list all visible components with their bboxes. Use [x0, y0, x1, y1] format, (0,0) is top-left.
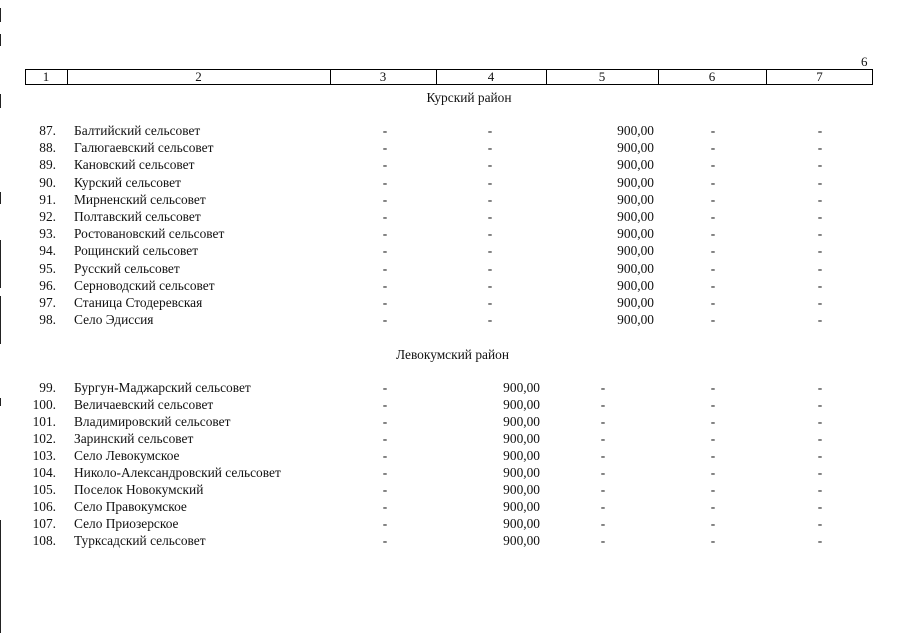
- col-4-value: -: [487, 191, 493, 207]
- settlement-name: Село Правокумское: [74, 499, 187, 514]
- col-7-value: -: [817, 295, 823, 310]
- col-3-value: -: [382, 226, 388, 242]
- row-number: 92.: [39, 209, 56, 224]
- page-number: 6: [861, 54, 868, 69]
- row-number: 103.: [32, 448, 56, 463]
- row-number: 91.: [39, 191, 56, 207]
- col-6-value: -: [710, 533, 716, 548]
- col-4-value: 900,00: [503, 499, 540, 514]
- table-row: [0, 140, 905, 157]
- col-5-value: 900,00: [617, 174, 654, 190]
- col-7-value: -: [817, 499, 823, 514]
- settlement-name: Николо-Александровский сельсовет: [74, 465, 281, 480]
- table-row: [0, 243, 905, 260]
- col-3-value: -: [382, 414, 388, 429]
- col-7-value: -: [817, 243, 823, 259]
- settlement-name: Величаевский сельсовет: [74, 397, 214, 412]
- col-3-value: -: [382, 157, 388, 173]
- col-7-value: -: [817, 174, 823, 190]
- settlement-name: Кановский сельсовет: [74, 157, 195, 173]
- col-3-value: -: [382, 312, 388, 328]
- col-4-value: 900,00: [503, 414, 540, 429]
- table-row: [0, 312, 905, 329]
- settlement-name: Поселок Новокумский: [74, 482, 204, 497]
- col-3-value: -: [382, 499, 388, 514]
- col-5-value: -: [600, 397, 606, 412]
- table-row: [0, 261, 905, 278]
- table-row: [0, 448, 905, 465]
- row-number: 102.: [32, 431, 56, 446]
- row-number: 108.: [32, 533, 56, 548]
- table-row: [0, 278, 905, 295]
- table-row: [0, 516, 905, 533]
- col-4-value: -: [487, 277, 493, 293]
- col-7-value: -: [817, 414, 823, 429]
- settlement-name: Курский сельсовет: [74, 174, 181, 190]
- table-row: [0, 482, 905, 499]
- section-title: Курский район: [426, 90, 512, 105]
- col-5-value: 900,00: [617, 277, 654, 293]
- col-6-value: -: [710, 431, 716, 446]
- col-7-value: -: [817, 448, 823, 463]
- col-4-value: 900,00: [503, 380, 540, 395]
- table-row: [0, 209, 905, 226]
- row-number: 105.: [32, 482, 56, 497]
- settlement-name: Турксадский сельсовет: [74, 533, 206, 548]
- col-6-value: -: [710, 191, 716, 207]
- col-7-value: -: [817, 397, 823, 412]
- table-row: [0, 397, 905, 414]
- col-7-value: -: [817, 431, 823, 446]
- col-6-value: -: [710, 482, 716, 497]
- header-col-7: 7: [816, 69, 823, 84]
- col-7-value: -: [817, 465, 823, 480]
- col-3-value: -: [382, 191, 388, 207]
- table-row: [0, 192, 905, 209]
- col-4-value: -: [487, 243, 493, 259]
- row-number: 89.: [39, 157, 56, 173]
- settlement-name: Станица Стодеревская: [74, 295, 203, 310]
- col-5-value: 900,00: [617, 157, 654, 173]
- col-3-value: -: [382, 465, 388, 480]
- col-4-value: -: [487, 174, 493, 190]
- col-5-value: 900,00: [617, 295, 654, 310]
- settlement-name: Балтийский сельсовет: [74, 123, 201, 138]
- row-number: 107.: [32, 516, 56, 531]
- col-6-value: -: [710, 380, 716, 395]
- table-row: [0, 175, 905, 192]
- col-6-value: -: [710, 448, 716, 463]
- col-4-value: -: [487, 209, 493, 224]
- header-col-1: 1: [42, 69, 50, 84]
- row-number: 88.: [39, 140, 56, 156]
- col-4-value: -: [487, 312, 493, 328]
- header-col-4: 4: [487, 69, 495, 84]
- col-7-value: -: [817, 140, 823, 156]
- table-row: [0, 533, 905, 550]
- row-number: 99.: [39, 380, 56, 395]
- col-6-value: -: [710, 226, 716, 242]
- col-5-value: 900,00: [617, 209, 654, 224]
- table-row: [0, 465, 905, 482]
- col-4-value: -: [487, 123, 493, 138]
- col-6-value: -: [710, 243, 716, 259]
- col-3-value: -: [382, 397, 388, 412]
- settlement-name: Бургун-Маджарский сельсовет: [74, 380, 251, 395]
- col-3-value: -: [382, 295, 388, 310]
- col-7-value: -: [817, 260, 823, 276]
- col-6-value: -: [710, 277, 716, 293]
- table-row: [0, 295, 905, 312]
- col-6-value: -: [710, 140, 716, 156]
- header-col-5: 5: [598, 69, 606, 84]
- settlement-name: Село Эдиссия: [74, 312, 154, 328]
- col-6-value: -: [710, 465, 716, 480]
- row-number: 96.: [39, 277, 56, 293]
- col-3-value: -: [382, 123, 388, 138]
- col-4-value: 900,00: [503, 465, 540, 480]
- settlement-name: Рощинский сельсовет: [74, 243, 199, 259]
- col-3-value: -: [382, 448, 388, 463]
- settlement-name: Владимировский сельсовет: [74, 414, 231, 429]
- row-number: 87.: [39, 123, 56, 138]
- col-7-value: -: [817, 277, 823, 293]
- col-6-value: -: [710, 414, 716, 429]
- col-6-value: -: [710, 499, 716, 514]
- col-6-value: -: [710, 260, 716, 276]
- col-4-value: -: [487, 260, 493, 276]
- header-col-2: 2: [195, 69, 202, 84]
- col-6-value: -: [710, 295, 716, 310]
- header-col-6: 6: [708, 69, 716, 84]
- header-col-3: 3: [379, 69, 387, 84]
- row-number: 106.: [32, 499, 56, 514]
- col-5-value: -: [600, 431, 606, 446]
- col-4-value: 900,00: [503, 516, 540, 531]
- col-5-value: -: [600, 499, 606, 514]
- column-header-row: [25, 69, 873, 85]
- col-5-value: -: [600, 414, 606, 429]
- table-row: [0, 414, 905, 431]
- settlement-name: Село Приозерское: [74, 516, 179, 531]
- table-row: [0, 499, 905, 516]
- col-5-value: 900,00: [617, 243, 654, 259]
- col-7-value: -: [817, 123, 823, 138]
- row-number: 104.: [32, 465, 56, 480]
- col-7-value: -: [817, 380, 823, 395]
- col-7-value: -: [817, 209, 823, 224]
- table-row: [0, 431, 905, 448]
- settlement-name: Заринский сельсовет: [74, 431, 194, 446]
- settlement-name: Село Левокумское: [74, 448, 180, 463]
- col-5-value: 900,00: [617, 191, 654, 207]
- settlement-name: Мирненский сельсовет: [74, 191, 206, 207]
- row-number: 90.: [39, 174, 56, 190]
- col-3-value: -: [382, 209, 388, 224]
- col-4-value: -: [487, 140, 493, 156]
- col-7-value: -: [817, 482, 823, 497]
- scan-margin-mark: [0, 34, 1, 46]
- col-4-value: 900,00: [503, 482, 540, 497]
- col-3-value: -: [382, 516, 388, 531]
- row-number: 98.: [39, 312, 56, 328]
- row-number: 101.: [32, 414, 56, 429]
- settlement-name: Серноводский сельсовет: [74, 277, 215, 293]
- col-6-value: -: [710, 157, 716, 173]
- col-4-value: -: [487, 226, 493, 242]
- col-5-value: -: [600, 448, 606, 463]
- settlement-name: Русский сельсовет: [74, 260, 180, 276]
- table-row: [0, 123, 905, 140]
- col-5-value: -: [600, 465, 606, 480]
- col-6-value: -: [710, 516, 716, 531]
- col-4-value: 900,00: [503, 533, 540, 548]
- col-3-value: -: [382, 174, 388, 190]
- row-number: 97.: [39, 295, 56, 310]
- row-number: 93.: [39, 226, 56, 242]
- col-3-value: -: [382, 380, 388, 395]
- col-4-value: -: [487, 157, 493, 173]
- col-3-value: -: [382, 431, 388, 446]
- col-3-value: -: [382, 482, 388, 497]
- col-4-value: 900,00: [503, 448, 540, 463]
- col-6-value: -: [710, 123, 716, 138]
- col-4-value: 900,00: [503, 431, 540, 446]
- col-7-value: -: [817, 191, 823, 207]
- row-number: 94.: [39, 243, 56, 259]
- col-7-value: -: [817, 516, 823, 531]
- col-5-value: 900,00: [617, 312, 654, 328]
- col-7-value: -: [817, 226, 823, 242]
- table-row: [0, 380, 905, 397]
- col-4-value: 900,00: [503, 397, 540, 412]
- col-5-value: 900,00: [617, 123, 654, 138]
- col-3-value: -: [382, 243, 388, 259]
- section-title: Левокумский район: [396, 347, 509, 362]
- col-5-value: -: [600, 533, 606, 548]
- col-5-value: 900,00: [617, 226, 654, 242]
- settlement-name: Галюгаевский сельсовет: [74, 140, 214, 156]
- col-5-value: -: [600, 516, 606, 531]
- col-7-value: -: [817, 312, 823, 328]
- col-5-value: -: [600, 380, 606, 395]
- col-6-value: -: [710, 174, 716, 190]
- col-6-value: -: [710, 312, 716, 328]
- row-number: 95.: [39, 260, 56, 276]
- col-5-value: 900,00: [617, 260, 654, 276]
- settlement-name: Ростовановский сельсовет: [74, 226, 225, 242]
- scan-margin-mark: [0, 8, 1, 22]
- table-row: [0, 157, 905, 174]
- col-3-value: -: [382, 260, 388, 276]
- col-7-value: -: [817, 533, 823, 548]
- col-7-value: -: [817, 157, 823, 173]
- settlement-name: Полтавский сельсовет: [74, 209, 201, 224]
- col-3-value: -: [382, 533, 388, 548]
- table-row: [0, 226, 905, 243]
- col-4-value: -: [487, 295, 493, 310]
- col-5-value: 900,00: [617, 140, 654, 156]
- col-6-value: -: [710, 397, 716, 412]
- row-number: 100.: [32, 397, 56, 412]
- col-3-value: -: [382, 277, 388, 293]
- col-3-value: -: [382, 140, 388, 156]
- col-5-value: -: [600, 482, 606, 497]
- col-6-value: -: [710, 209, 716, 224]
